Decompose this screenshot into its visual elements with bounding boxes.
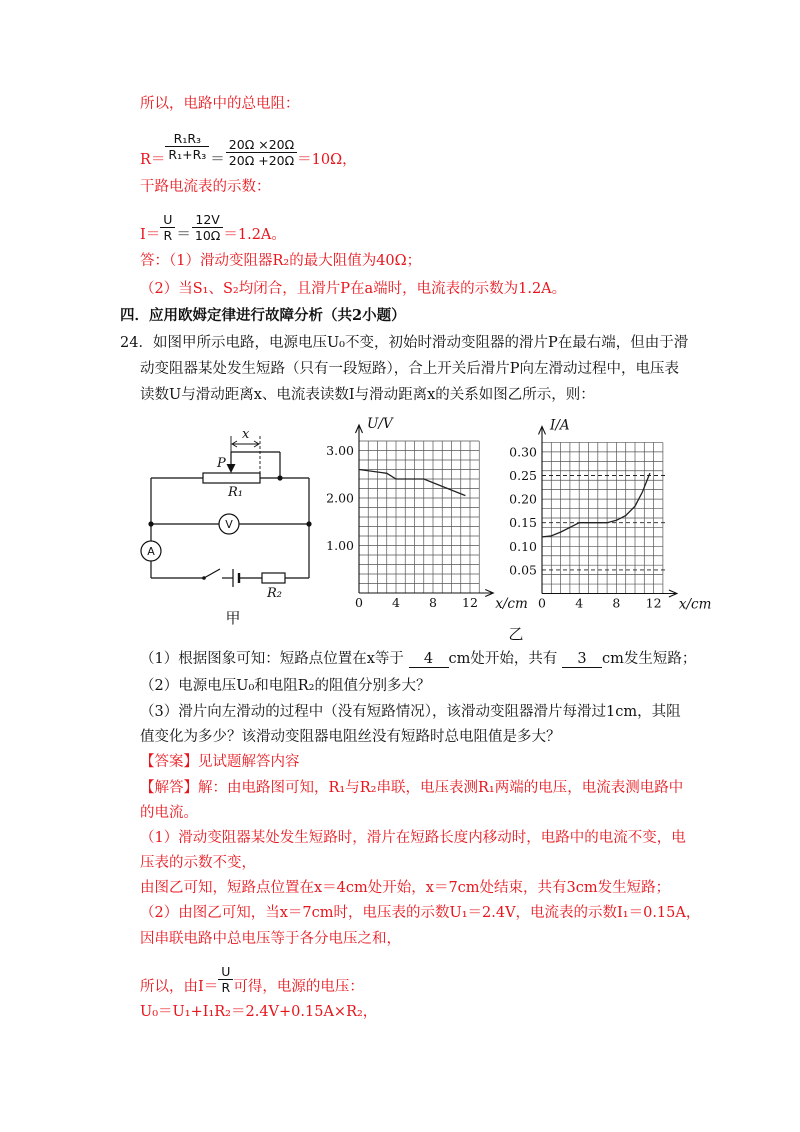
slider-arrow-icon (227, 464, 236, 473)
fraction-numerator: 12V (192, 212, 223, 228)
current-graph-y-axis-label: I/A (550, 417, 570, 434)
voltmeter-label: V (225, 518, 233, 531)
equals-sign: ＝ (176, 227, 191, 243)
slider-label-p: P (217, 456, 226, 471)
junction-dot (148, 521, 153, 526)
current-graph-x-tick-label: 0 (538, 595, 546, 611)
fraction-denominator: 20Ω +20Ω (228, 153, 295, 168)
fraction-numerator: U (160, 212, 175, 228)
current-graph-y-tick-label: 0.05 (509, 562, 537, 578)
solution-line-1: 【解答】解：由电路图可知，R₁与R₂串联，电压表测R₁两端的电压，电流表测电路中 (140, 780, 684, 796)
current-graph-y-tick-label: 0.25 (509, 468, 537, 483)
q1-prefix: （1）根据图象可知：短路点位置在x等于 (140, 651, 409, 667)
fraction-numerator: R₁R₃ (165, 131, 209, 147)
r1-label: R₁ (228, 485, 243, 500)
fraction-denominator: 10Ω (194, 228, 221, 243)
voltage-graph-data-curve (359, 470, 465, 496)
current-graph (509, 417, 711, 612)
fraction-denominator: R₁+R₃ (168, 147, 207, 162)
sub-question-2: （2）电源电压U₀和电阻R₂的阻值分别多大？ (140, 678, 431, 694)
current-graph-x-tick-label: 4 (575, 595, 584, 611)
solution-line-6: （2）由图乙可知，当x＝7cm时，电压表的示数U₁＝2.4V，电流表的示数I₁＝0.15A， (140, 905, 701, 921)
current-graph-x-tick-label: 12 (645, 595, 662, 611)
fraction-denominator: R (163, 228, 173, 243)
voltage-graph-x-tick-label: 12 (462, 595, 478, 610)
ammeter-reading-intro: 干路电流表的示数： (140, 179, 271, 195)
voltage-graph-x-tick-label: 4 (392, 595, 400, 610)
ammeter-label: A (147, 545, 155, 558)
circuit-diagram (141, 427, 312, 627)
fraction-numerator: U (218, 964, 233, 980)
fraction-u-over-r (160, 212, 175, 243)
junction-dot (306, 521, 311, 526)
resistor-r2 (262, 573, 285, 583)
q1-suffix: cm发生短路； (602, 651, 697, 667)
line8-suffix: 可得，电源的电压： (233, 979, 364, 995)
solution-line-3: （1）滑动变阻器某处发生短路时，滑片在短路长度内移动时，电路中的电流不变，电 (140, 830, 686, 846)
sub-question-1 (140, 649, 696, 669)
voltage-graph-y-axis-label: U/V (367, 416, 393, 432)
current-graph-y-tick-label: 0.10 (509, 538, 537, 554)
rheostat-r1 (203, 473, 260, 483)
solution-line-7: 因串联电路中总电压等于各分电压之和， (140, 931, 401, 947)
formula-r-lhs: R＝ (140, 152, 166, 168)
fraction-denominator: R (221, 980, 231, 995)
sub-question-3-line-1: （3）滑片向左滑动的过程中（没有短路情况），该滑动变阻器滑片每滑过1cm，其阻 (140, 704, 681, 720)
total-resistance-intro: 所以，电路中的总电阻： (140, 96, 300, 112)
equals-sign: ＝ (210, 152, 225, 168)
formula-i-result: ＝1.2A。 (223, 227, 286, 243)
current-graph-x-tick-label: 8 (612, 595, 621, 611)
fraction-u-over-r (218, 964, 233, 995)
question-line-1: 24．如图甲所示电路，电源电压U₀不变，初始时滑动变阻器的滑片P在最右端，但由于滑 (120, 335, 689, 351)
solution-line-4: 压表的示数不变， (140, 855, 256, 871)
formula-total-resistance (140, 122, 357, 170)
voltage-graph-y-tick-label: 3.00 (326, 443, 354, 458)
voltage-graph (326, 416, 528, 612)
voltage-graph-y-tick-label: 2.00 (326, 490, 354, 506)
current-graph-y-tick-label: 0.20 (509, 491, 537, 507)
dimension-label-x: x (242, 427, 250, 442)
section-heading: 四．应用欧姆定律进行故障分析（共2小题） (120, 307, 406, 324)
answer-2: （2）当S₁、S₂均闭合，且滑片P在a端时，电流表的示数为1.2A。 (140, 281, 567, 297)
answer-1: 答：（1）滑动变阻器R₂的最大阻值为40Ω； (140, 253, 422, 269)
voltage-graph-x-axis-label: x/cm (495, 596, 528, 612)
q1-answer-blank-2: 3 (562, 651, 602, 668)
answer-label: 【答案】见试题解答内容 (140, 754, 300, 770)
current-graph-y-tick-label: 0.15 (509, 515, 537, 531)
question-line-2: 动变阻器某处发生短路（只有一段短路），合上开关后滑片P向左滑动过程中，电压表 (140, 361, 680, 377)
sub-question-3-line-2: 值变化为多少？该滑动变阻器电阻丝没有短路时总电阻值是多大？ (140, 729, 561, 745)
line8-prefix: 所以，由I＝ (140, 979, 219, 995)
caption-yi: 乙 (508, 625, 524, 643)
fraction-r1r3-over-sum (165, 131, 209, 162)
formula-i-lhs: I＝ (140, 227, 161, 243)
current-graph-y-tick-label: 0.30 (509, 444, 537, 460)
formula-current (140, 197, 286, 245)
solution-line-8 (140, 949, 364, 997)
fraction-numeric-resistance (226, 137, 297, 168)
q1-middle: cm处开始，共有 (448, 651, 562, 667)
r2-label: R₂ (267, 586, 282, 601)
voltage-graph-x-tick-label: 8 (429, 595, 437, 610)
formula-r-result: ＝10Ω， (297, 152, 357, 168)
voltage-graph-y-tick-label: 1.00 (326, 538, 354, 553)
fraction-numerator: 20Ω ×20Ω (226, 137, 297, 153)
solution-line-9: U₀＝U₁+I₁R₂＝2.4V+0.15A×R₂， (140, 1004, 378, 1020)
voltage-graph-x-tick-label: 0 (355, 595, 363, 610)
figure-circuit-and-graphs (0, 400, 800, 650)
caption-jia: 甲 (225, 609, 241, 627)
fraction-12v-over-10ohm (192, 212, 223, 243)
switch-blade (204, 569, 220, 578)
solution-line-2: 的电流。 (140, 805, 198, 821)
q1-answer-blank-1: 4 (409, 651, 449, 668)
solution-line-5: 由图乙可知，短路点位置在x＝4cm处开始，x＝7cm处结束，共有3cm发生短路； (140, 880, 671, 896)
current-graph-x-axis-label: x/cm (678, 596, 712, 613)
question-line-3: 读数U与滑动距离x、电流表读数I与滑动距离x的关系如图乙所示，则： (140, 387, 595, 403)
